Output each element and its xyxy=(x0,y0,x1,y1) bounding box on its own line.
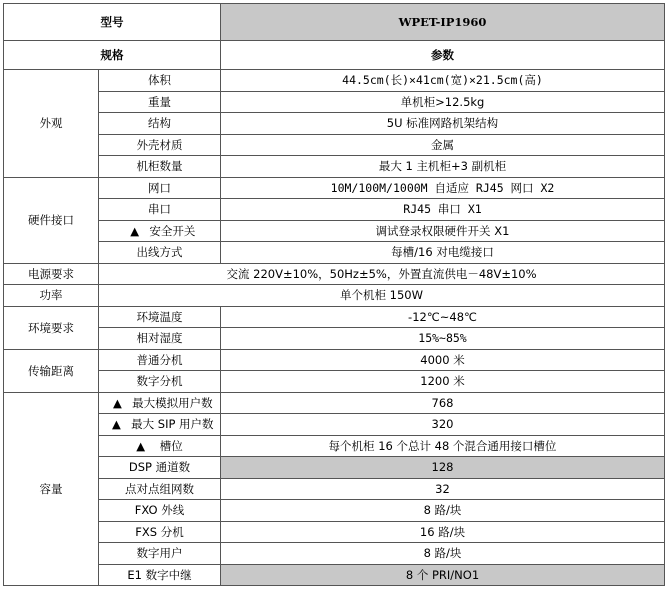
spec-item-label: 最大模拟用户数 xyxy=(132,395,213,410)
table-row xyxy=(4,328,665,350)
spec-value: 320 xyxy=(221,414,665,436)
spec-value: 每个机柜 16 个总计 48 个混合通用接口槽位 xyxy=(221,435,665,457)
spec-value: 16 路/块 xyxy=(221,521,665,543)
spec-value: 金属 xyxy=(221,134,665,156)
spec-item: FXO 外线 xyxy=(99,500,221,522)
table-row xyxy=(4,156,665,178)
table-row xyxy=(4,521,665,543)
table-row xyxy=(4,543,665,565)
header-row xyxy=(4,41,665,70)
model-value: WPET-IP1960 xyxy=(221,4,665,41)
category-power: 功率 xyxy=(4,285,99,307)
table-row xyxy=(4,435,665,457)
spec-value: 最大 1 主机柜+3 副机柜 xyxy=(221,156,665,178)
triangle-icon: ▲ xyxy=(112,395,122,410)
table-row xyxy=(4,414,665,436)
spec-value: 5U 标准网路机架结构 xyxy=(221,113,665,135)
triangle-icon: ▲ xyxy=(136,438,146,453)
triangle-icon: ▲ xyxy=(112,417,121,432)
spec-value: 调试登录权限硬件开关 X1 xyxy=(221,220,665,242)
table-row xyxy=(4,285,665,307)
spec-item: 重量 xyxy=(99,91,221,113)
spec-item-label: 槽位 xyxy=(159,438,183,453)
spec-value: 10M/100M/1000M 自适应 RJ45 网口 X2 xyxy=(221,177,665,199)
spec-value: 768 xyxy=(221,392,665,414)
category-capacity: 容量 xyxy=(4,392,99,586)
spec-item: DSP 通道数 xyxy=(99,457,221,479)
spec-item xyxy=(99,392,221,414)
spec-value: 单个机柜 150W xyxy=(99,285,665,307)
spec-item: 数字分机 xyxy=(99,371,221,393)
category-appearance: 外观 xyxy=(4,70,99,178)
spec-item: 普通分机 xyxy=(99,349,221,371)
spec-item: 串口 xyxy=(99,199,221,221)
spec-item: FXS 分机 xyxy=(99,521,221,543)
spec-item: 相对湿度 xyxy=(99,328,221,350)
spec-item: 环境温度 xyxy=(99,306,221,328)
spec-header: 规格 xyxy=(4,41,221,70)
table-row xyxy=(4,564,665,586)
table-row xyxy=(4,134,665,156)
table-row xyxy=(4,392,665,414)
spec-item: 体积 xyxy=(99,70,221,92)
spec-item xyxy=(99,220,221,242)
table-row xyxy=(4,220,665,242)
spec-item: 出线方式 xyxy=(99,242,221,264)
spec-value: 128 xyxy=(221,457,665,479)
model-row xyxy=(4,4,665,41)
spec-value: RJ45 串口 X1 xyxy=(221,199,665,221)
table-row xyxy=(4,306,665,328)
spec-value: 8 路/块 xyxy=(221,543,665,565)
spec-item: 点对点组网数 xyxy=(99,478,221,500)
spec-item xyxy=(99,414,221,436)
spec-value: 15%~85% xyxy=(221,328,665,350)
model-label: 型号 xyxy=(4,4,221,41)
spec-item: 结构 xyxy=(99,113,221,135)
table-row xyxy=(4,70,665,92)
table-row xyxy=(4,457,665,479)
table-row xyxy=(4,263,665,285)
spec-item: 机柜数量 xyxy=(99,156,221,178)
triangle-icon: ▲ xyxy=(130,223,140,238)
table-row xyxy=(4,199,665,221)
spec-item: E1 数字中继 xyxy=(99,564,221,586)
category-distance: 传输距离 xyxy=(4,349,99,392)
table-row xyxy=(4,242,665,264)
table-row xyxy=(4,113,665,135)
category-power-req: 电源要求 xyxy=(4,263,99,285)
table-row xyxy=(4,177,665,199)
spec-value: 8 路/块 xyxy=(221,500,665,522)
spec-item-label: 安全开关 xyxy=(149,223,196,238)
spec-item: 网口 xyxy=(99,177,221,199)
category-hardware: 硬件接口 xyxy=(4,177,99,263)
spec-value: 1200 米 xyxy=(221,371,665,393)
spec-value: 44.5cm(长)×41cm(宽)×21.5cm(高) xyxy=(221,70,665,92)
category-environment: 环境要求 xyxy=(4,306,99,349)
spec-value: 8 个 PRI/NO1 xyxy=(221,564,665,586)
spec-value: -12℃~48℃ xyxy=(221,306,665,328)
spec-value: 4000 米 xyxy=(221,349,665,371)
spec-value: 每槽/16 对电缆接口 xyxy=(221,242,665,264)
spec-value: 单机柜>12.5kg xyxy=(221,91,665,113)
table-row xyxy=(4,91,665,113)
spec-table xyxy=(3,3,665,586)
table-row xyxy=(4,371,665,393)
table-row xyxy=(4,478,665,500)
spec-item-label: 最大 SIP 用户数 xyxy=(131,417,214,432)
spec-value: 交流 220V±10%，50Hz±5%，外置直流供电－48V±10% xyxy=(99,263,665,285)
spec-item: 数字用户 xyxy=(99,543,221,565)
spec-item xyxy=(99,435,221,457)
spec-value: 32 xyxy=(221,478,665,500)
spec-item: 外壳材质 xyxy=(99,134,221,156)
param-header: 参数 xyxy=(221,41,665,70)
table-row xyxy=(4,500,665,522)
table-row xyxy=(4,349,665,371)
